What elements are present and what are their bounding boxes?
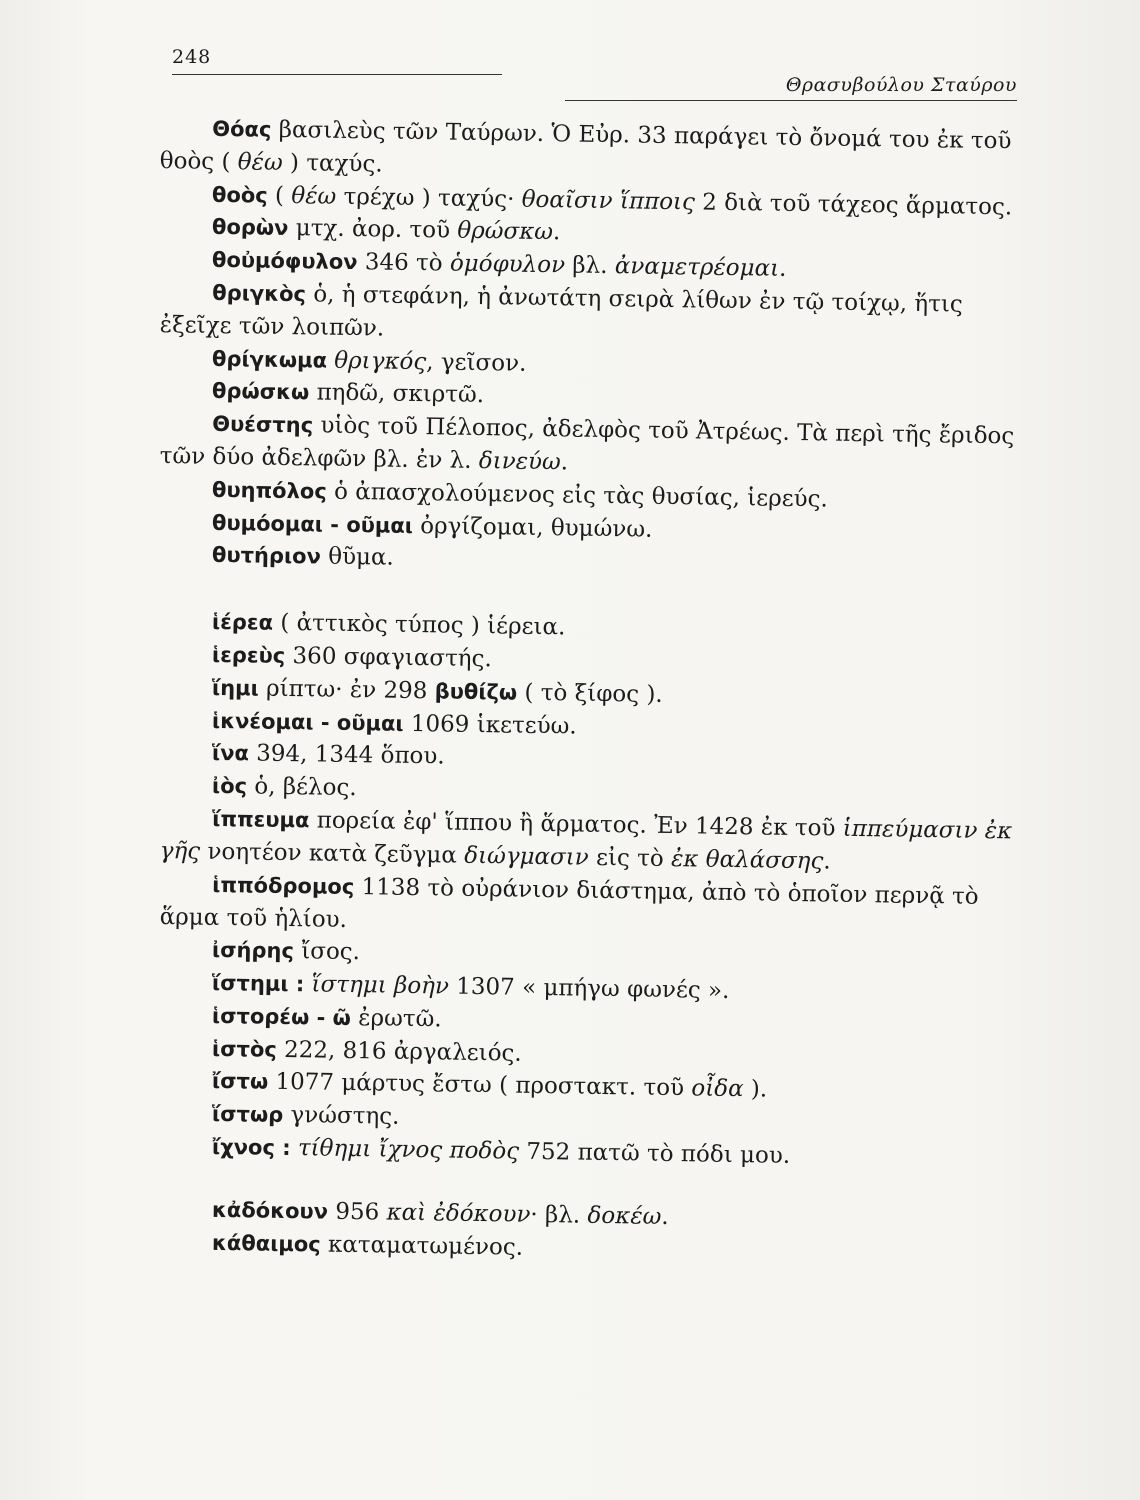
entry-text: 1069 ἱκετεύω. — [403, 710, 577, 740]
entry-text: ἴσος. — [293, 938, 361, 966]
entry-italic: ἀναμετρέομαι — [614, 253, 780, 282]
headword: ἱκνέομαι - οῦμαι — [211, 708, 404, 736]
entry-tail: . — [560, 449, 569, 476]
entry-text: 394, 1344 ὅπου. — [248, 740, 445, 770]
entry-tail: 1307 « μπήγω φωνές ». — [448, 973, 730, 1004]
entry-text: θῦμα. — [320, 543, 395, 572]
entry-tail: . — [661, 1203, 669, 1230]
headword: ἱερεὺς — [211, 642, 286, 668]
entry-tail: · βλ. — [530, 1201, 588, 1229]
entry-text: 1077 μάρτυς ἔστω ( προστακτ. τοῦ — [267, 1069, 692, 1102]
headword: ἵημι — [211, 675, 259, 701]
headword: ἵππευμα — [212, 806, 310, 833]
headword: Θυέστης — [212, 411, 314, 438]
headword: ἱππόδρομος — [212, 872, 355, 899]
entry-tail: 2 διὰ τοῦ τάχεος ἅρματος. — [694, 188, 1013, 220]
entry-text: 360 σφαγιαστής. — [285, 642, 492, 673]
entry-text: ὁ, βέλος. — [246, 773, 357, 802]
entry-tail: βλ. — [564, 252, 616, 280]
headword: ἱέρεα — [211, 609, 274, 635]
entry-text: 222, 816 ἀργαλειός. — [276, 1036, 522, 1067]
entry-text: 1138 τὸ οὐράνιον διάστημα, ἀπὸ τὸ ὁποῖον περνᾷ τὸ ἅρμα τοῦ ἡλίου. — [159, 873, 979, 933]
headword: ἵστωρ — [211, 1101, 284, 1128]
section-theta — [160, 112, 1020, 571]
entry-text: 346 τὸ — [357, 249, 451, 277]
entry-tail: εἰς τὸ — [588, 844, 672, 872]
entry-italic: τίθημι ἴχνος ποδὸς — [297, 1135, 520, 1165]
headword: κἀδόκουν — [211, 1197, 329, 1224]
headword: θυηπόλος — [211, 477, 327, 504]
entry-text: ( — [267, 182, 292, 209]
entry-tail: , γεῖσον. — [426, 348, 527, 377]
headword: ἱστὸς — [211, 1036, 278, 1062]
entry-text: καταματωμένος. — [320, 1231, 524, 1261]
entry-text: μτχ. ἀορ. τοῦ — [288, 215, 458, 245]
entry-tail: . — [823, 848, 831, 875]
entry-text: πορεία ἐφ' ἵππου ἢ ἅρματος. Ἐν 1428 ἐκ τοῦ — [309, 807, 843, 842]
headword: θριγκὸς — [212, 280, 307, 307]
headword: ἴστω — [211, 1069, 269, 1095]
headword: Θόας — [212, 116, 272, 142]
entry-italic: ἱππεύμασιν ἐκ γῆς — [159, 815, 1013, 865]
headword: ἴχνος : — [211, 1134, 291, 1160]
section-kappa — [160, 1193, 1020, 1259]
headword: θρώσκω — [211, 379, 310, 405]
section-iota — [159, 605, 1020, 1169]
entry-text: ὀργίζομαι, θυμώνω. — [412, 512, 653, 543]
entry-italic: ἐκ θαλάσσης — [670, 845, 824, 875]
entry-text: υἱὸς τοῦ Πέλοπος, ἀδελφὸς τοῦ Ἀτρέως. Τὰ περὶ τῆς ἔριδος τῶν δύο ἀδελφῶν βλ. ἐν λ. — [159, 412, 1015, 474]
headword: ἵστημι : — [211, 970, 305, 997]
entry-tail: . — [552, 219, 561, 246]
entry-italic: ἵστημι βοὴν — [311, 971, 450, 1000]
headword: κάθαιμος — [211, 1230, 321, 1257]
entry-tail: . — [778, 255, 787, 283]
headword: ἵνα — [211, 741, 250, 766]
dictionary-body — [159, 112, 1020, 1261]
headword: θυτήριον — [211, 543, 322, 569]
entry-italic: οἶδα — [691, 1075, 744, 1103]
entry-tail: ) ταχύς. — [282, 149, 383, 178]
entry-text: ὁ, ἡ στεφάνη, ἡ ἀνωτάτη σειρὰ λίθων ἐν τῷ τοίχῳ, ἥτις ἐξεῖχε τῶν λοιπῶν. — [159, 281, 964, 342]
entry-text: ( ἀττικὸς τύπος ) ἱέρεια. — [272, 609, 566, 641]
entry-italic: θέω — [237, 149, 283, 176]
headword: θοὐμόφυλον — [211, 248, 358, 275]
entry-italic: δοκέω — [587, 1202, 662, 1230]
entry-text: ὁ ἀπασχολούμενος εἰς τὰς θυσίας, ἱερεύς. — [326, 478, 829, 513]
entry-tail: νοητέον κατὰ ζεῦγμα — [199, 838, 465, 869]
running-title: Θρασυβούλου Σταύρου — [785, 74, 1017, 96]
headword: ἰὸς — [211, 773, 248, 799]
headword: θυμόομαι - οῦμαι — [211, 510, 414, 538]
entry-tail: 752 πατῶ τὸ πόδι μου. — [518, 1138, 791, 1169]
headword: ἱστορέω - ῶ — [211, 1003, 352, 1030]
entry-italic: καὶ ἐδόκουν — [386, 1199, 531, 1228]
entry-text: βασιλεὺς τῶν Ταύρων. Ὁ Εὐρ. 33 παράγει τὸ ὄνομά του ἐκ τοῦ θοὸς ( — [159, 116, 1012, 176]
entry-text: ρίπτω· ἐν 298 — [258, 675, 435, 705]
entry-text: γνώστης. — [283, 1102, 400, 1130]
entry-italic: δινεύω — [478, 447, 561, 476]
entry-italic: θρώσκω — [457, 218, 554, 246]
entry-bold: βυθίζω — [434, 679, 518, 705]
page-number: 248 — [172, 46, 212, 68]
entry-tail: ). — [743, 1076, 768, 1103]
headword: θορὼν — [211, 215, 289, 241]
header-left-rule — [172, 46, 502, 75]
headword: ἰσήρης — [211, 937, 295, 964]
entry-italic: θοαῖσιν ἵπποις — [521, 186, 696, 215]
entry-italic: διώγμασιν — [464, 842, 589, 871]
entry-text: ἐρωτῶ. — [350, 1004, 442, 1033]
entry-tail: ( τὸ ξίφος ). — [516, 679, 663, 708]
entry-italic: ὁμόφυλον — [449, 250, 566, 279]
entry-tail: τρέχω ) ταχύς· — [336, 183, 522, 213]
entry-text: 956 — [327, 1198, 387, 1226]
headword: θρίγκωμα — [211, 346, 328, 373]
entry-italic: θριγκός — [334, 347, 427, 375]
entry-text: πηδῶ, σκιρτῶ. — [309, 379, 485, 409]
header-right-rule — [565, 74, 1017, 101]
headword: θοὸς — [211, 182, 268, 208]
entry-italic: θέω — [291, 182, 337, 210]
